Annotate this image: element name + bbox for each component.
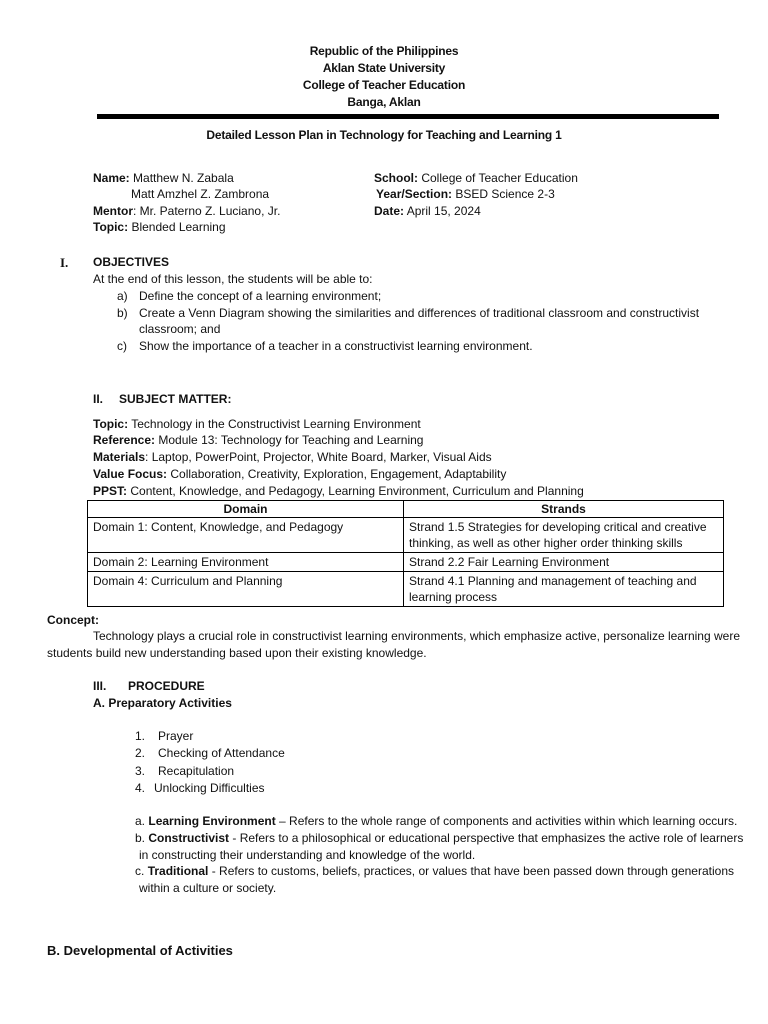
mentor-label: Mentor xyxy=(93,204,133,218)
strand-cell: Strand 2.2 Fair Learning Environment xyxy=(404,553,724,572)
subject-numeral: II. xyxy=(93,392,104,406)
term-marker: b. xyxy=(135,831,146,845)
term-row xyxy=(135,814,737,828)
materials-row xyxy=(93,450,492,464)
objectives-intro: At the end of this lesson, the students will be able to: xyxy=(93,272,373,286)
term-marker: c. xyxy=(135,864,145,878)
school-value: College of Teacher Education xyxy=(421,171,578,185)
materials-label: Materials xyxy=(93,450,146,464)
term-definition-continued: in constructing their understanding and knowledge of the world. xyxy=(139,848,476,862)
objective-text: Show the importance of a teacher in a constructivist learning environment. xyxy=(139,339,533,353)
step-text: Recapitulation xyxy=(158,764,235,778)
header-line-3: College of Teacher Education xyxy=(302,78,466,92)
school-label: School: xyxy=(374,171,418,185)
objective-marker: b) xyxy=(117,306,128,320)
term-name: Constructivist xyxy=(148,831,230,845)
year-row xyxy=(376,187,555,201)
reference-label: Reference: xyxy=(93,433,156,447)
materials-value: : Laptop, PowerPoint, Projector, White Board, Marker, Visual Aids xyxy=(145,450,492,464)
ppst-table xyxy=(87,500,724,607)
mentor-value: : Mr. Paterno Z. Luciano, Jr. xyxy=(133,204,281,218)
term-name: Traditional xyxy=(147,864,209,878)
header-line-4: Banga, Aklan xyxy=(347,95,421,109)
term-definition: - Refers to a philosophical or educational perspective that emphasizes the active role of learners xyxy=(229,831,744,845)
date-row xyxy=(374,204,481,218)
preparatory-activities-heading: A. Preparatory Activities xyxy=(93,696,232,710)
subject-topic-row xyxy=(93,417,421,431)
objective-marker: c) xyxy=(117,339,127,353)
strand-line: learning process xyxy=(409,590,498,604)
value-focus-label: Value Focus: xyxy=(93,467,168,481)
ppst-row xyxy=(93,484,584,498)
ppst-value: Content, Knowledge, and Pedagogy, Learning Environment, Curriculum and Planning xyxy=(130,484,584,498)
step-text: Checking of Attendance xyxy=(158,746,285,760)
school-row xyxy=(374,171,578,185)
term-definition: - Refers to customs, beliefs, practices, or values that have been passed down through generations xyxy=(208,864,735,878)
step-number: 3. xyxy=(135,764,146,778)
column-header-strands: Strands xyxy=(404,501,724,518)
header-line-2: Aklan State University xyxy=(322,61,446,75)
term-name: Learning Environment xyxy=(148,814,276,828)
concept-text-line-2: students build new understanding based upon their existing knowledge. xyxy=(47,646,427,660)
concept-text-line-1: Technology plays a crucial role in constructivist learning environments, which emphasize active, personalize learning were xyxy=(93,629,740,643)
subject-topic-value: Technology in the Constructivist Learning Environment xyxy=(131,417,421,431)
reference-row xyxy=(93,433,423,447)
name-value-1: Matthew N. Zabala xyxy=(133,171,234,185)
value-focus-value: Collaboration, Creativity, Exploration, Engagement, Adaptability xyxy=(170,467,507,481)
domain-cell: Domain 1: Content, Knowledge, and Pedagogy xyxy=(88,518,404,553)
reference-value: Module 13: Technology for Teaching and Learning xyxy=(158,433,424,447)
objective-marker: a) xyxy=(117,289,128,303)
procedure-numeral: III. xyxy=(93,679,107,693)
strand-line: Strand 1.5 Strategies for developing critical and creative xyxy=(409,520,707,534)
objectives-heading: OBJECTIVES xyxy=(93,255,170,269)
document-title: Detailed Lesson Plan in Technology for Teaching and Learning 1 xyxy=(206,128,562,142)
date-label: Date: xyxy=(374,204,405,218)
table-header-row xyxy=(88,501,724,518)
step-number: 1. xyxy=(135,729,146,743)
objective-text: Define the concept of a learning environment; xyxy=(139,289,382,303)
ppst-label: PPST: xyxy=(93,484,128,498)
developmental-activities-heading: B. Developmental of Activities xyxy=(47,943,233,958)
term-definition-continued: within a culture or society. xyxy=(139,881,277,895)
header-line-1: Republic of the Philippines xyxy=(309,44,459,58)
strand-line: thinking, as well as other higher order thinking skills xyxy=(409,536,683,550)
procedure-heading: PROCEDURE xyxy=(128,679,205,693)
name-row xyxy=(93,171,234,185)
topic-label: Topic: xyxy=(93,220,129,234)
objectives-numeral: I. xyxy=(60,255,69,270)
header-divider xyxy=(97,114,719,119)
subject-topic-label: Topic: xyxy=(93,417,129,431)
domain-cell: Domain 4: Curriculum and Planning xyxy=(88,572,404,607)
name-label: Name: xyxy=(93,171,130,185)
name-value-2: Matt Amzhel Z. Zambrona xyxy=(131,187,270,201)
year-value: BSED Science 2-3 xyxy=(455,187,555,201)
step-number: 4. xyxy=(135,781,146,795)
step-text: Prayer xyxy=(158,729,194,743)
term-definition: – Refers to the whole range of components and activities within which learning occurs. xyxy=(275,814,738,828)
value-focus-row xyxy=(93,467,506,481)
topic-row xyxy=(93,220,226,234)
date-value: April 15, 2024 xyxy=(406,204,481,218)
column-header-domain: Domain xyxy=(88,501,404,518)
term-marker: a. xyxy=(135,814,146,828)
step-text: Unlocking Difficulties xyxy=(154,781,265,795)
objective-text: Create a Venn Diagram showing the similarities and differences of traditional classroom and constructivist xyxy=(139,306,700,320)
objective-text-continued: classroom; and xyxy=(139,322,221,336)
strand-cell xyxy=(404,518,724,553)
concept-heading: Concept: xyxy=(47,613,99,627)
table-row xyxy=(88,572,724,607)
strand-cell xyxy=(404,572,724,607)
table-row xyxy=(88,553,724,572)
step-number: 2. xyxy=(135,746,146,760)
term-row xyxy=(135,864,734,878)
table-row xyxy=(88,518,724,553)
term-row xyxy=(135,831,743,845)
topic-value: Blended Learning xyxy=(131,220,226,234)
subject-heading: SUBJECT MATTER: xyxy=(119,392,232,406)
mentor-row xyxy=(93,204,280,218)
strand-line: Strand 4.1 Planning and management of teaching and xyxy=(409,574,697,588)
domain-cell: Domain 2: Learning Environment xyxy=(88,553,404,572)
year-label: Year/Section: xyxy=(376,187,453,201)
